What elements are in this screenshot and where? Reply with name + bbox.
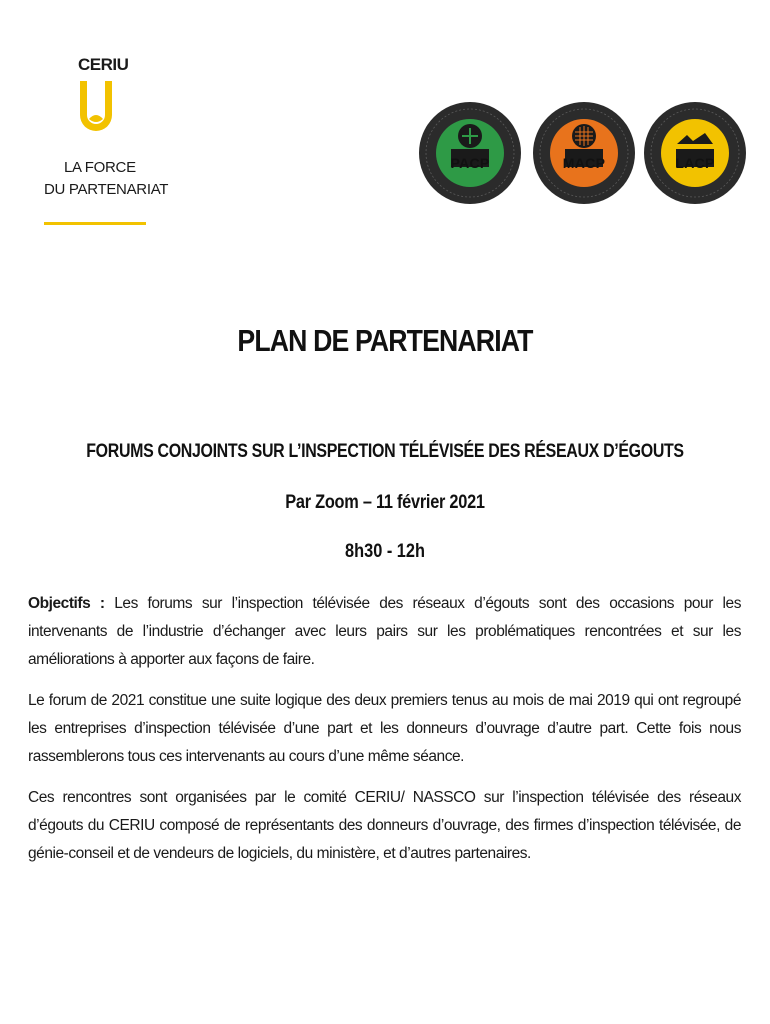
objectives-text: Les forums sur l’inspection télévisée des réseaux d’égouts sont des occasions pour les intervenants de l’industrie d’échanger avec leurs pairs sur les problématiques rencontrées et sur les améliorations à apporter aux façons de faire.: [28, 595, 742, 668]
objectives-label: Objectifs :: [28, 595, 105, 612]
organizers-paragraph: Ces rencontres sont organisées par le comité CERIU/ NASSCO sur l’inspection télévisée des réseaux d’égouts du CERIU composé de représentants des donneurs d’ouvrage, des firmes d’inspection télévisée, de génie-conseil et de vendeurs de logiciels, du ministère, et d’autres partenaires.: [28, 789, 741, 862]
forum-subtitle: FORUMS CONJOINTS SUR L’INSPECTION TÉLÉVISÉE DES RÉSEAUX D’ÉGOUTS: [86, 441, 684, 462]
event-date: Par Zoom – 11 février 2021: [285, 492, 485, 513]
pacp-label: PACP: [450, 155, 490, 171]
logo-tagline-1: LA FORCE: [64, 159, 136, 176]
lacp-badge: [643, 78, 747, 230]
pacp-badge: [418, 78, 522, 230]
page-title: PLAN DE PARTENARIAT: [237, 323, 533, 358]
forum-history-paragraph: Le forum de 2021 constitue une suite logique des deux premiers tenus au mois de mai 2019 qui ont regroupé les entreprises d’inspection télévisée d’une part et les donneurs d’ouvrage d’autre part. Cette fois nous rassemblerons tous ces intervenants au cours d’une même séance.: [28, 692, 741, 765]
ceriu-logo: [40, 55, 169, 230]
macp-label: MACP: [562, 155, 606, 171]
objectives-paragraph: [28, 590, 741, 674]
pacp-badge-icon: [418, 78, 522, 230]
document-body: [28, 590, 741, 881]
lacp-label: LACP: [675, 155, 715, 171]
logo-wordmark: CERIU: [78, 55, 129, 74]
logo-tagline-2: DU PARTENARIAT: [44, 181, 169, 198]
logo-arc-icon: [76, 75, 116, 139]
logo-underline: [44, 222, 146, 225]
event-time: 8h30 - 12h: [345, 541, 425, 562]
lacp-badge-icon: [643, 78, 747, 230]
macp-badge-icon: [532, 78, 636, 230]
macp-badge: [532, 78, 636, 230]
